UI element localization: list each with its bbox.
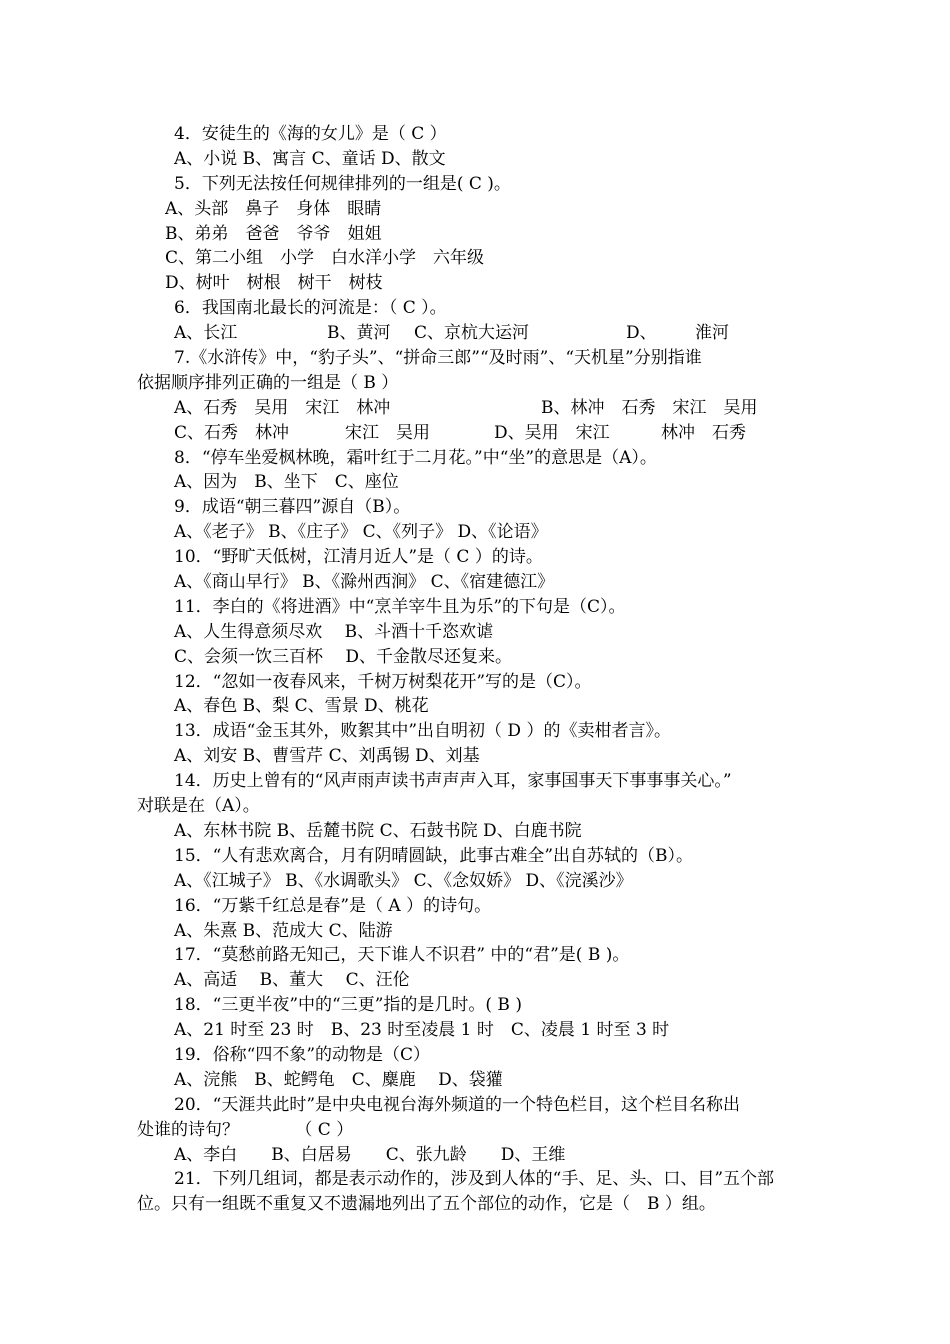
q5-option-c: C、第二小组 小学 白水洋小学 六年级 <box>165 248 485 269</box>
q14-question-line2: 对联是在（A）。 <box>137 796 260 817</box>
q16-question: 16．“万紫千红总是春”是（ A ）的诗句。 <box>174 895 492 916</box>
q7-option-d-part1: D、吴用 宋江 <box>494 422 610 443</box>
q5-option-d: D、树叶 树根 树干 树枝 <box>165 273 383 294</box>
q7-options-row2 <box>0 421 950 446</box>
q6-option-c: C、京杭大运河 <box>414 323 530 344</box>
q7-option-c-part1: C、石秀 林冲 <box>174 422 290 443</box>
q10-question: 10．“野旷天低树，江清月近人”是（ C ）的诗。 <box>174 547 543 568</box>
q5-option-a: A、头部 鼻子 身体 眼睛 <box>165 198 382 219</box>
q19-question: 19．俗称“四不象”的动物是（C） <box>174 1044 431 1065</box>
q19-options: A、浣熊 B、蛇鳄龟 C、麋鹿 D、袋獾 <box>174 1069 503 1090</box>
q7-question-line2: 依据顺序排列正确的一组是（ B ） <box>137 372 399 393</box>
q13-options: A、刘安 B、曹雪芹 C、刘禹锡 D、刘基 <box>174 746 480 767</box>
q11-options-row2: C、会须一饮三百杯 D、千金散尽还复来。 <box>174 646 513 667</box>
q6-question: 6．我国南北最长的河流是：（ C ）。 <box>174 298 447 319</box>
q9-options: A、《老子》 B、《庄子》 C、《列子》 D、《论语》 <box>174 522 548 543</box>
q21-question-line1: 21．下列几组词，都是表示动作的，涉及到人体的“手、足、头、口、目”五个部 <box>174 1169 775 1190</box>
q4-options: A、小说 B、寓言 C、童话 D、散文 <box>174 148 446 169</box>
q7-options-row1 <box>0 396 950 421</box>
q17-question: 17．“莫愁前路无知己，天下谁人不识君” 中的“君”是( B )。 <box>174 945 630 966</box>
q14-options: A、东林书院 B、岳麓书院 C、石鼓书院 D、白鹿书院 <box>174 820 582 841</box>
q10-options: A、《商山早行》 B、《滁州西涧》 C、《宿建德江》 <box>174 572 555 593</box>
q20-options: A、李白 B、白居易 C、张九龄 D、王维 <box>174 1144 566 1165</box>
q5-option-b: B、弟弟 爸爸 爷爷 姐姐 <box>165 223 382 244</box>
q7-question-line1: 7.《水浒传》中，“豹子头”、“拼命三郎”“及时雨”、“天机星”分别指谁 <box>174 348 702 369</box>
q7-option-a: A、石秀 吴用 宋江 林冲 <box>174 397 391 418</box>
q16-options: A、朱熹 B、范成大 C、陆游 <box>174 920 393 941</box>
q15-options: A、《江城子》 B、《水调歌头》 C、《念奴娇》 D、《浣溪沙》 <box>174 870 633 891</box>
document-page <box>0 122 950 1217</box>
q14-question-line1: 14．历史上曾有的“风声雨声读书声声声入耳，家事国事天下事事事关心。” <box>174 771 732 792</box>
q20-question-line2: 处谁的诗句？ （ C ） <box>137 1119 354 1140</box>
q20-question-line1: 20．“天涯共此时”是中央电视台海外频道的一个特色栏目，这个栏目名称出 <box>174 1094 741 1115</box>
q6-option-d-text: 淮河 <box>695 323 729 344</box>
q4-question: 4．安徒生的《海的女儿》是（ C ） <box>174 124 447 144</box>
q9-question: 9．成语“朝三暮四”源自（B）。 <box>174 497 411 518</box>
q6-options <box>0 321 950 346</box>
q18-question: 18．“三更半夜”中的“三更”指的是几时。( B ) <box>174 995 522 1016</box>
q5-question: 5．下列无法按任何规律排列的一组是( C )。 <box>174 173 511 194</box>
q11-question: 11．李白的《将进酒》中“烹羊宰牛且为乐”的下句是（C）。 <box>174 596 626 617</box>
q18-options: A、21 时至 23 时 B、23 时至凌晨 1 时 C、凌晨 1 时至 3 时 <box>174 1020 670 1041</box>
q12-question: 12．“忽如一夜春风来，千树万树梨花开”写的是（C）。 <box>174 671 592 692</box>
q12-options: A、春色 B、梨 C、雪景 D、桃花 <box>174 696 429 717</box>
q7-option-b: B、林冲 石秀 宋江 吴用 <box>541 397 758 418</box>
q6-option-b: B、黄河 <box>327 323 391 344</box>
q7-option-c-part2: 宋江 吴用 <box>345 422 430 443</box>
q15-question: 15．“人有悲欢离合，月有阴晴圆缺，此事古难全”出自苏轼的（B）。 <box>174 845 694 866</box>
q6-option-a: A、长江 <box>174 323 238 344</box>
q6-option-d-label: D、 <box>626 323 657 344</box>
q17-options: A、高适 B、董大 C、汪伦 <box>174 970 410 991</box>
q21-question-line2: 位。只有一组既不重复又不遗漏地列出了五个部位的动作，它是（ B ）组。 <box>137 1194 716 1215</box>
q8-question: 8．“停车坐爱枫林晚，霜叶红于二月花。”中“坐”的意思是（A）。 <box>174 447 657 468</box>
q8-options: A、因为 B、坐下 C、座位 <box>174 472 399 493</box>
q13-question: 13．成语“金玉其外，败絮其中”出自明初（ D ）的《卖柑者言》。 <box>174 721 671 742</box>
q7-option-d-part2: 林冲 石秀 <box>661 422 746 443</box>
q11-options-row1: A、人生得意须尽欢 B、斗酒十千恣欢谑 <box>174 621 494 642</box>
